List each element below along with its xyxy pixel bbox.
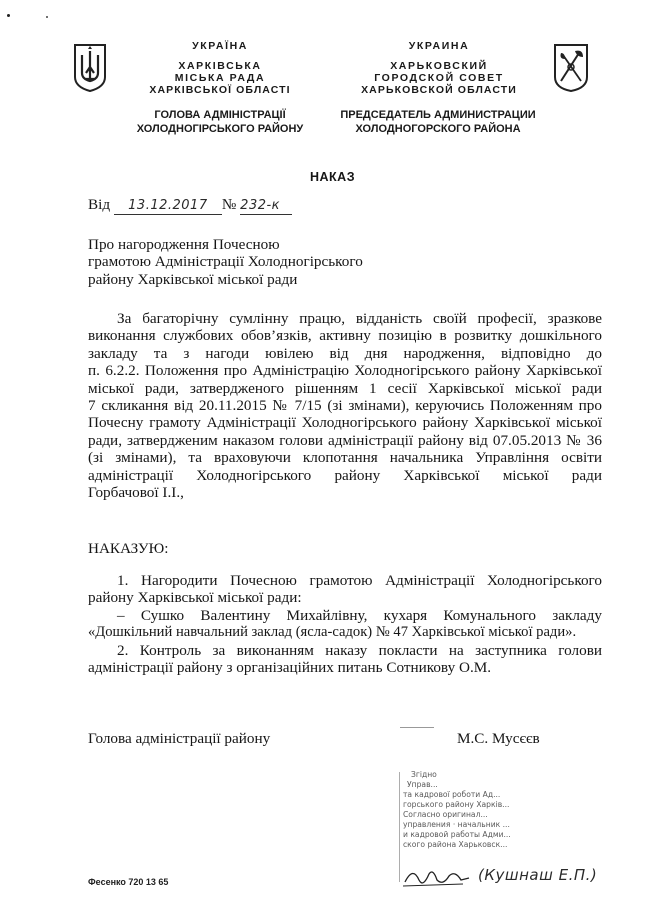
preamble-line: Почесну грамоту Адміністрації Холодногірського району Харківської міської bbox=[88, 414, 602, 432]
signature-faint-mark bbox=[400, 727, 434, 728]
document-title: НАКАЗ bbox=[310, 170, 356, 184]
stamp-border-mark bbox=[399, 772, 400, 882]
preamble-line: (зі змінами), та враховуючи клопотання начальника Управління освіти bbox=[88, 449, 602, 467]
order-items bbox=[88, 572, 602, 676]
stamp-line: Управ... bbox=[407, 780, 438, 789]
number-prefix: № bbox=[221, 196, 237, 213]
kharkiv-coat-of-arms-icon bbox=[553, 43, 589, 93]
header-left-council-line: ХАРКІВСЬКА bbox=[178, 60, 262, 72]
scan-mark bbox=[7, 14, 10, 17]
preamble-line: 7 скликання від 20.11.2015 № 7/15 (зі змінами), керуючись Положенням про bbox=[88, 397, 602, 415]
footer-code: Фесенко 720 13 65 bbox=[88, 877, 169, 887]
item-1-person-line: – Сушко Валентину Михайлівну, кухаря Комунального закладу bbox=[117, 606, 602, 624]
subject-line: району Харківської міської ради bbox=[88, 270, 298, 288]
header-left-council-line: ХАРКІВСЬКОЇ ОБЛАСТІ bbox=[149, 84, 291, 96]
stamp-line: управления · начальник ... bbox=[403, 820, 510, 829]
preamble-line: Горбачової І.І., bbox=[88, 484, 184, 502]
scan-mark bbox=[46, 16, 48, 18]
header-right-office bbox=[318, 108, 558, 136]
preamble-paragraph bbox=[88, 310, 602, 501]
subject-line: грамотою Адміністрації Холодногірського bbox=[88, 253, 363, 271]
item-2-line: адміністрації району з організаційних питань Сотникову О.М. bbox=[88, 659, 492, 677]
preamble-line: За багаторічну сумлінну працю, відданість своїй професії, зразкове bbox=[117, 310, 602, 327]
signature-name: М.С. Мусєєв bbox=[457, 730, 540, 747]
header-left-office-line: ГОЛОВА АДМІНІСТРАЦІЇ bbox=[154, 109, 286, 121]
item-2-line: 2. Контроль за виконанням наказу покласти на заступника голови bbox=[117, 641, 602, 659]
preamble-line: міської ради, затвердженого рішенням 1 сесії Харківської міської ради bbox=[88, 379, 602, 397]
preamble-line: п. 6.2.2. Положення про Адміністрацію Холодногірського району Харківської bbox=[88, 362, 602, 380]
signature-position: Голова адміністрації району bbox=[88, 730, 271, 747]
header-right-office-line: ПРЕДСЕДАТЕЛЬ АДМИНИСТРАЦИИ bbox=[340, 109, 536, 121]
stamp-line: Згідно bbox=[411, 770, 437, 779]
preamble-line: закладу та з нагоди ювілею від дня народження, відповідно до bbox=[88, 344, 602, 362]
item-1-line: 1. Нагородити Почесною грамотою Адміністрації Холодногірського bbox=[117, 572, 602, 589]
header-left-office-line: ХОЛОДНОГІРСЬКОГО РАЙОНУ bbox=[136, 123, 304, 135]
stamp-line: Согласно оригинал... bbox=[403, 810, 488, 819]
header-left-council-line: МІСЬКА РАДА bbox=[174, 72, 266, 84]
preamble-line: ради, затвердженим наказом голови адміністрації району від 07.05.2013 № 36 bbox=[88, 431, 602, 449]
header-right-office-line: ХОЛОДНОГОРСКОГО РАЙОНА bbox=[355, 123, 521, 135]
header-right-block bbox=[326, 40, 552, 96]
number-value: 232-к bbox=[240, 197, 292, 215]
subject-line: Про нагородження Почесною bbox=[88, 236, 280, 253]
ukraine-trident-icon bbox=[73, 43, 107, 93]
handwritten-signature bbox=[403, 862, 473, 892]
item-1-line: району Харківської міської ради: bbox=[88, 589, 302, 607]
header-right-council-line: ХАРЬКОВСКОЙ ОБЛАСТИ bbox=[361, 84, 517, 96]
item-1-person-line: «Дошкільний навчальний заклад (ясла-садок) № 47 Харківської міської ради». bbox=[88, 624, 577, 641]
order-word: НАКАЗУЮ: bbox=[88, 540, 169, 557]
date-value: 13.12.2017 bbox=[114, 197, 222, 215]
header-left-country: УКРАЇНА bbox=[192, 40, 248, 52]
header-left-office bbox=[120, 108, 320, 136]
date-prefix: Від bbox=[88, 196, 111, 213]
date-number-line bbox=[88, 196, 292, 215]
header-right-council-line: ГОРОДСКОЙ СОВЕТ bbox=[374, 72, 504, 84]
header-left-block bbox=[120, 40, 320, 96]
stamp-line: та кадрової роботи Ад... bbox=[403, 790, 501, 799]
stamp-signature-text: (Кушнаш Е.П.) bbox=[478, 866, 598, 884]
document-subject bbox=[88, 236, 363, 288]
header-right-country: УКРАИНА bbox=[408, 40, 470, 52]
preamble-line: адміністрації Холодногірського району Харківської міської ради bbox=[88, 466, 602, 484]
stamp-line: горського району Харків... bbox=[403, 800, 510, 809]
stamp-line: ского района Харьковск... bbox=[403, 840, 508, 849]
header-right-council-line: ХАРЬКОВСКИЙ bbox=[390, 60, 488, 72]
stamp-line: и кадровой работы Адми... bbox=[403, 830, 511, 839]
preamble-line: виконання службових обов’язків, активну позицію в розвитку дошкільного bbox=[88, 327, 602, 345]
